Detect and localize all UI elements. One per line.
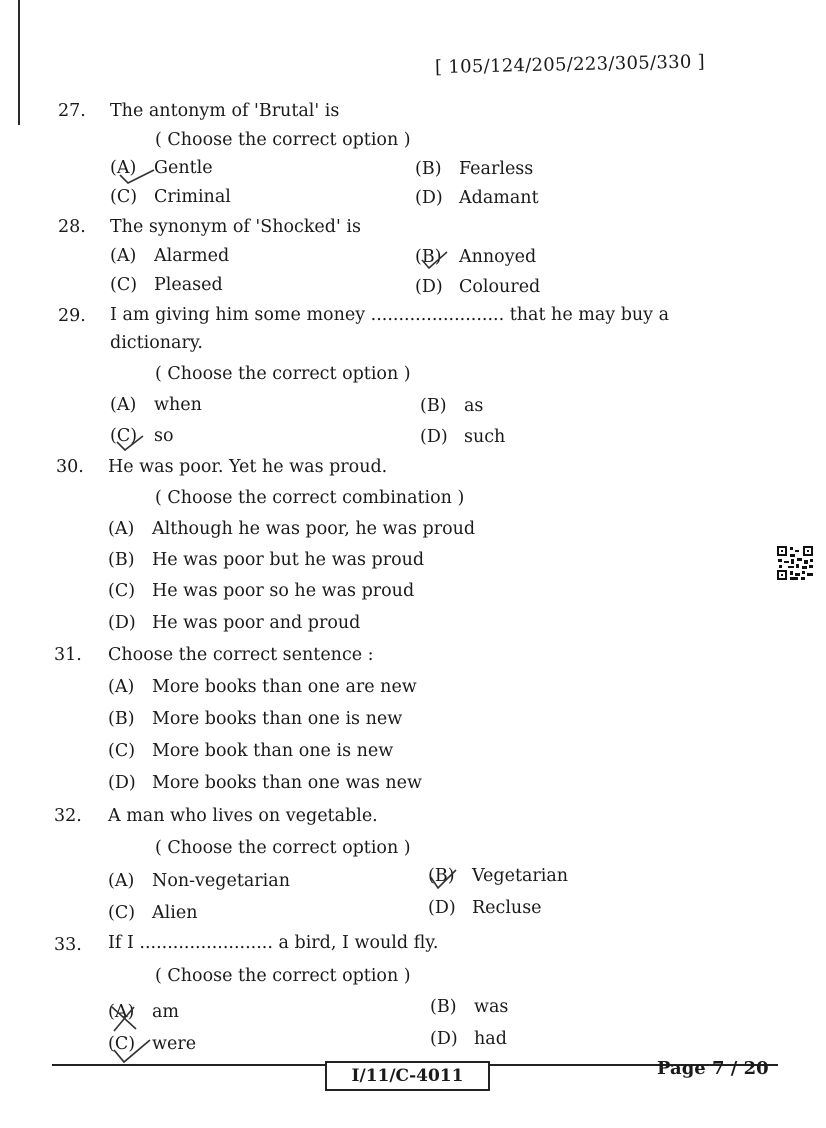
option-text: Alien (152, 903, 198, 923)
option-text: Recluse (472, 898, 542, 918)
tick-mark-icon (118, 166, 158, 186)
option-label: (A) (110, 395, 137, 415)
question-instruction: ( Choose the correct combination ) (155, 488, 465, 508)
tick-mark-icon (113, 430, 147, 454)
option-d[interactable] (420, 427, 505, 447)
option-label: (B) (428, 866, 455, 886)
question-number: 28. (58, 217, 86, 237)
option-label: (B) (415, 247, 442, 267)
question-text: I am giving him some money ........................ that he may buy a (110, 305, 670, 325)
qr-code-icon (776, 545, 814, 581)
option-label: (D) (428, 898, 456, 918)
tick-mark-icon (110, 1036, 154, 1066)
question-instruction: ( Choose the correct option ) (155, 364, 411, 384)
option-text: More book than one is new (152, 741, 394, 761)
option-text: had (474, 1029, 507, 1049)
tick-mark-icon (428, 866, 460, 892)
option-label: (C) (108, 1034, 136, 1054)
option-label: (D) (415, 188, 443, 208)
option-text: More books than one is new (152, 709, 403, 729)
question-number: 32. (54, 806, 82, 826)
option-c[interactable] (108, 741, 393, 761)
question-number: 33. (54, 935, 82, 955)
option-label: (D) (430, 1029, 458, 1049)
option-label: (B) (420, 396, 447, 416)
option-label: (B) (108, 709, 135, 729)
option-a[interactable] (108, 519, 475, 539)
question-instruction: ( Choose the correct option ) (155, 838, 411, 858)
cross-mark-icon (108, 1003, 142, 1033)
option-d[interactable] (415, 277, 540, 297)
option-text: am (152, 1002, 180, 1022)
option-text: so (154, 426, 174, 446)
paper-codes: [ 105/124/205/223/305/330 ] (434, 51, 706, 78)
option-text: Gentle (154, 158, 213, 178)
option-text: Alarmed (154, 246, 230, 266)
option-label: (C) (108, 581, 136, 601)
option-d[interactable] (415, 188, 539, 208)
option-text: More books than one was new (152, 773, 423, 793)
option-text: He was poor and proud (152, 613, 361, 633)
option-label: (C) (110, 426, 138, 446)
option-label: (D) (108, 613, 136, 633)
page-number: Page 7 / 20 (657, 1058, 769, 1079)
booklet-code: I/11/C-4011 (325, 1061, 490, 1091)
option-c[interactable] (110, 187, 231, 207)
option-label: (A) (108, 871, 135, 891)
option-text: Criminal (154, 187, 231, 207)
option-label: (B) (108, 550, 135, 570)
option-a[interactable] (110, 395, 202, 415)
question-number: 29. (58, 306, 86, 326)
option-b[interactable] (108, 550, 424, 570)
option-b[interactable] (430, 997, 508, 1017)
option-b[interactable] (108, 709, 402, 729)
option-text: Annoyed (459, 247, 537, 267)
option-text: was (474, 997, 509, 1017)
option-text: More books than one are new (152, 677, 417, 697)
option-label: (D) (108, 773, 136, 793)
question-instruction: ( Choose the correct option ) (155, 966, 411, 986)
question-text: The synonym of 'Shocked' is (110, 217, 361, 237)
option-c[interactable] (110, 275, 223, 295)
option-text: Adamant (459, 188, 539, 208)
option-label: (A) (108, 677, 135, 697)
option-d[interactable] (108, 613, 360, 633)
option-text: Although he was poor, he was proud (152, 519, 476, 539)
option-label: (B) (415, 159, 442, 179)
option-label: (C) (108, 741, 136, 761)
option-c[interactable] (108, 581, 414, 601)
option-text: He was poor but he was proud (152, 550, 425, 570)
option-label: (A) (108, 519, 135, 539)
option-d[interactable] (430, 1029, 507, 1049)
option-text: Fearless (459, 159, 534, 179)
question-text: He was poor. Yet he was proud. (108, 457, 388, 477)
option-text: as (464, 396, 484, 416)
option-label: (A) (110, 158, 137, 178)
option-text: were (152, 1034, 197, 1054)
option-text: such (464, 427, 506, 447)
option-text: Vegetarian (472, 866, 569, 886)
margin-line (18, 0, 20, 125)
option-d[interactable] (108, 773, 422, 793)
option-label: (A) (110, 246, 137, 266)
option-text: when (154, 395, 202, 415)
option-d[interactable] (428, 898, 542, 918)
question-number: 30. (56, 457, 84, 477)
option-text: Pleased (154, 275, 223, 295)
option-a[interactable] (110, 246, 229, 266)
option-text: He was poor so he was proud (152, 581, 415, 601)
option-a[interactable] (108, 677, 417, 697)
option-c[interactable] (108, 903, 197, 923)
question-text: Choose the correct sentence : (108, 645, 374, 665)
option-label: (C) (110, 187, 138, 207)
option-label: (D) (415, 277, 443, 297)
tick-mark-icon (420, 250, 450, 272)
question-text-continued: dictionary. (110, 333, 203, 353)
question-text: If I ........................ a bird, I would fly. (108, 933, 439, 953)
question-number: 31. (54, 645, 82, 665)
option-text: Coloured (459, 277, 541, 297)
question-text: A man who lives on vegetable. (108, 806, 378, 826)
option-b[interactable] (420, 396, 483, 416)
option-label: (C) (108, 903, 136, 923)
option-text: Non-vegetarian (152, 871, 290, 891)
option-label: (C) (110, 275, 138, 295)
question-text: The antonym of 'Brutal' is (110, 101, 340, 121)
question-number: 27. (58, 101, 86, 121)
option-b[interactable] (415, 159, 533, 179)
option-label: (D) (420, 427, 448, 447)
question-instruction: ( Choose the correct option ) (155, 130, 411, 150)
option-label: (B) (430, 997, 457, 1017)
option-label: (A) (108, 1002, 135, 1022)
option-a[interactable] (108, 871, 290, 891)
